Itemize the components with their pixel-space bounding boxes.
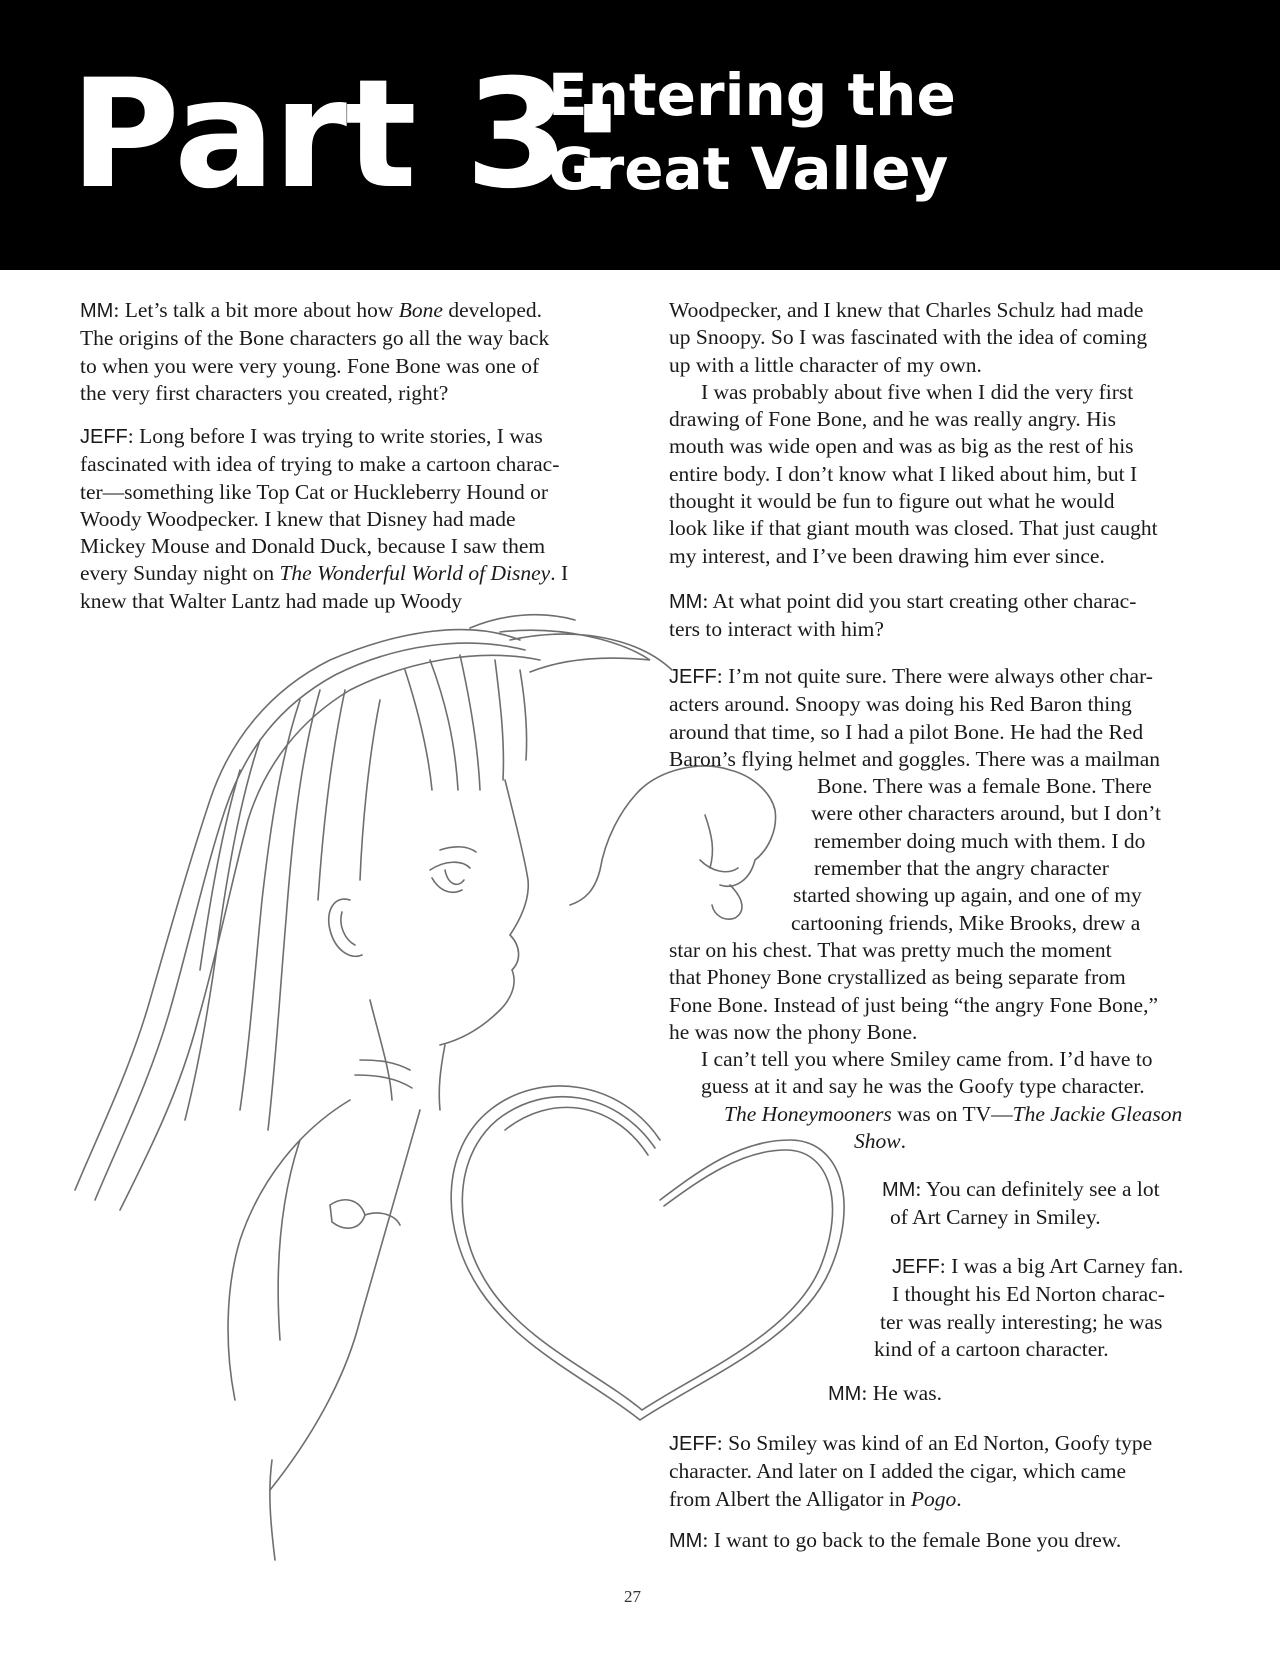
right-paragraph-8: MM: I want to go back to the female Bone you drew. (669, 1528, 1122, 1552)
speaker-mm: MM (669, 591, 703, 613)
speaker-mm: MM (669, 1530, 703, 1552)
speaker-jeff: JEFF (892, 1256, 940, 1278)
part-number: Part 3: (70, 48, 626, 222)
speaker-jeff: JEFF (80, 426, 128, 448)
right-paragraph-3: JEFF: I’m not quite sure. There were always other char- acters around. Snoopy was doing his Red Baron thing around that time, so I had a pilot Bone. He had the Red Baron’s flying helmet and goggles. There was a mailman Bone. There was a female Bone. There were other characters around, but I don’t remember doing much with them. I do remember that the angry character started showing up again, and one of my cartooning friends, Mike Brooks, drew a star on his chest. That was pretty much the moment that Phoney Bone crystallized as being separate from Fone Bone. Instead of just being “the angry Fone Bone,” he was now the phony Bone. I can’t tell you where Smiley came from. I’d have to guess at it and say he was the Goofy type character. The Honeymooners was on TV—The Jackie Gleason Show. (669, 664, 1183, 1154)
speaker-mm: MM (80, 300, 114, 322)
speaker-jeff: JEFF (669, 666, 717, 688)
right-paragraph-7: JEFF: So Smiley was kind of an Ed Norton, Goofy type character. And later on I added the cigar, which came from Albert the Alligator in Pogo. (669, 1431, 1153, 1511)
speaker-mm: MM (828, 1383, 862, 1405)
speaker-mm: MM (882, 1179, 916, 1201)
right-paragraph-5: JEFF: I was a big Art Carney fan. I thought his Ed Norton charac- ter was really interesting; he was kind of a cartoon character. (874, 1254, 1184, 1361)
page-number: 27 (624, 1587, 641, 1606)
left-paragraph-2: JEFF: Long before I was trying to write stories, I was fascinated with idea of trying to make a cartoon charac- ter—something like Top Cat or Huckleberry Hound or Woody Woodpecker. I knew that Disney had made Mickey Mouse and Donald Duck, because I saw them every Sunday night on The Wonderful World of Disney. I knew that Walter Lantz had made up Woody (80, 424, 569, 613)
right-paragraph-2: MM: At what point did you start creating other charac- ters to interact with him? (669, 589, 1137, 642)
right-paragraph-6: MM: He was. (828, 1381, 942, 1405)
part-title-line-1: Entering the (548, 61, 956, 129)
speaker-jeff: JEFF (669, 1433, 717, 1455)
right-paragraph-1: Woodpecker, and I knew that Charles Schulz had made up Snoopy. So I was fascinated with the idea of coming up with a little character of my own. I was probably about five when I did the very first drawing of Fone Bone, and he was really angry. His mouth was wide open and was as big as the rest of his entire body. I don’t know what I liked about him, but I thought it would be fun to figure out what he would look like if that giant mouth was closed. That just caught my interest, and I’ve been drawing him ever since. (669, 298, 1158, 568)
left-paragraph-1: MM: Let’s talk a bit more about how Bone developed. The origins of the Bone characters go all the way back to when you were very young. Fone Bone was one of the very first characters you created, right? (80, 298, 550, 405)
right-paragraph-4: MM: You can definitely see a lot of Art Carney in Smiley. (882, 1177, 1160, 1230)
part-title-line-2: Great Valley (548, 135, 949, 203)
